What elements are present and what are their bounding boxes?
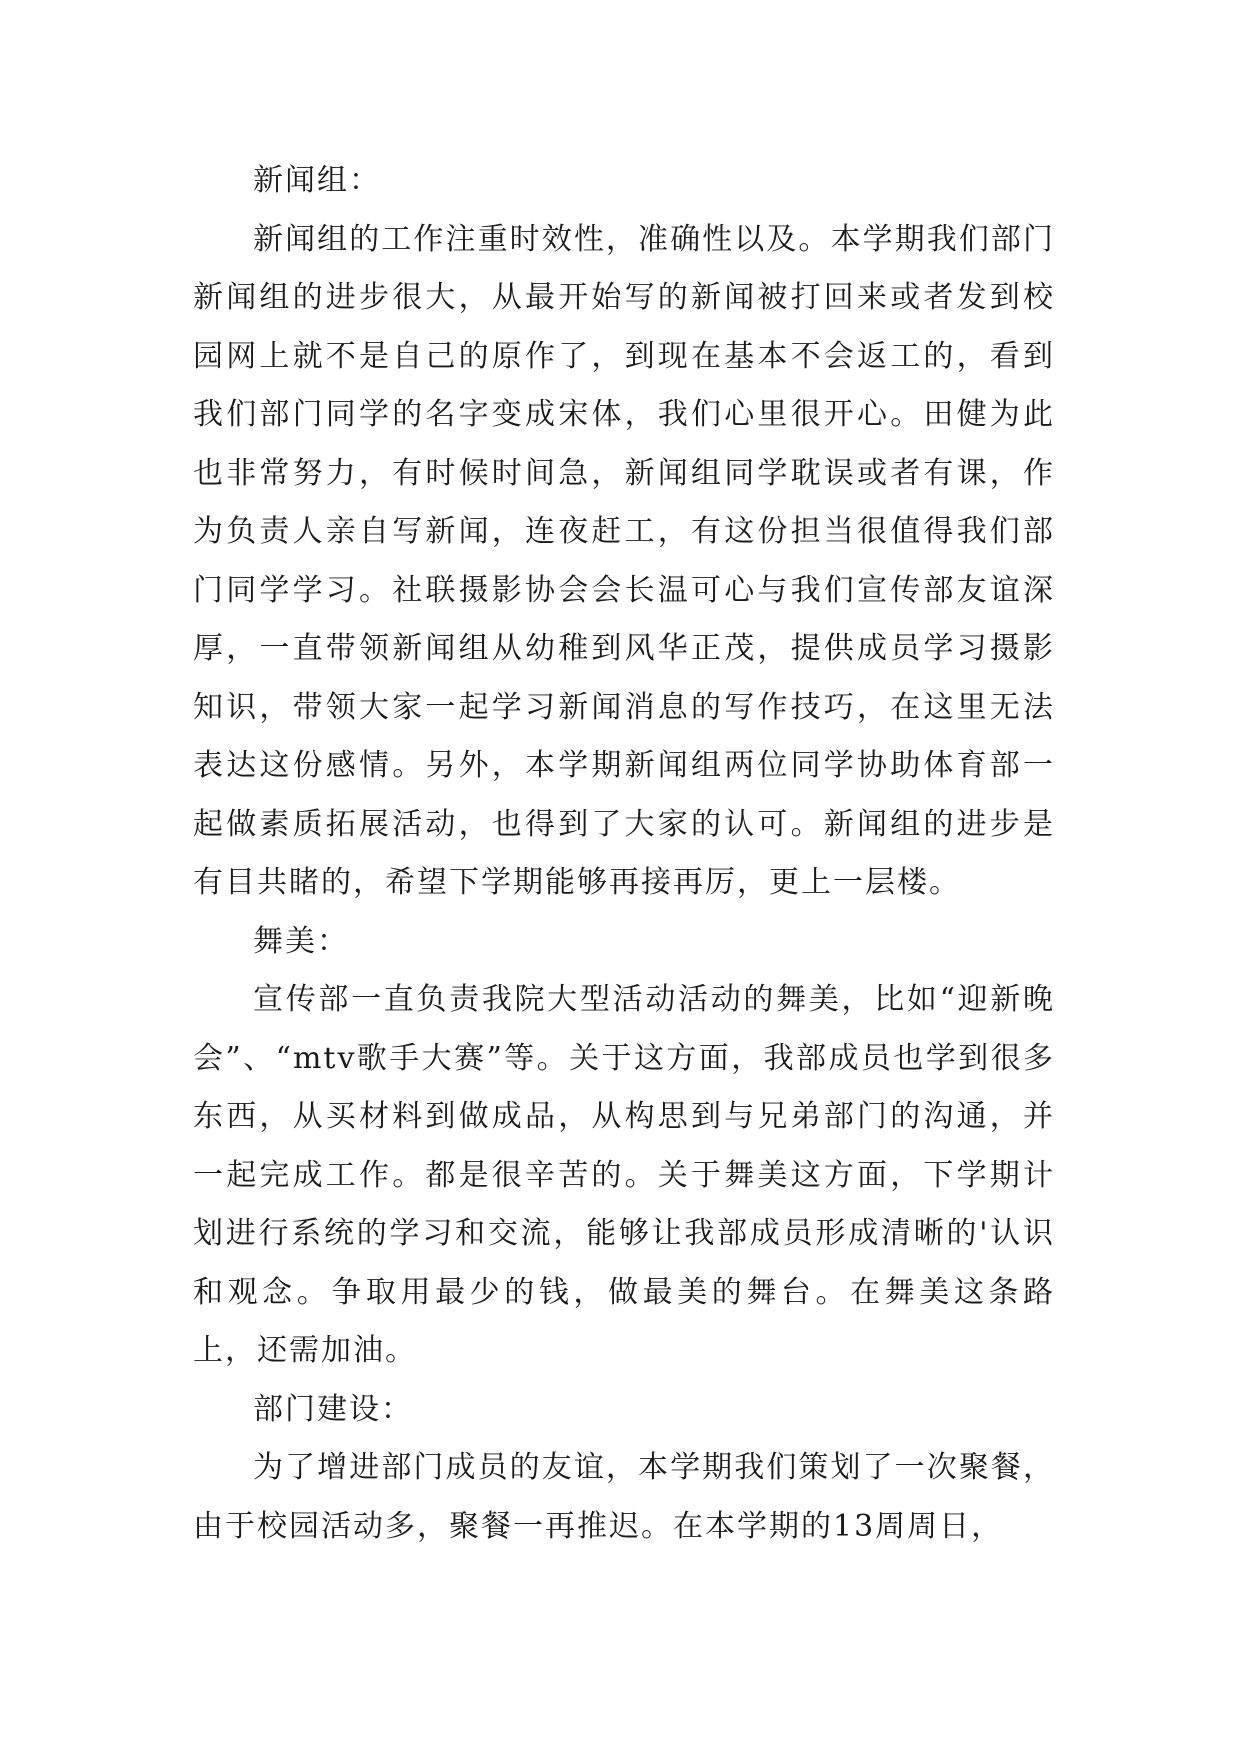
section-body-news-group: 新闻组的工作注重时效性，准确性以及。本学期我们部门新闻组的进步很大，从最开始写的新闻被打回来或者发到校园网上就不是自己的原作了，到现在基本不会返工的，看到我们部门同学的名字变成宋体，我们心里很开心。田健为此也非常努力，有时候时间急，新闻组同学耽误或者有课，作为负责人亲自写新闻，连夜赶工，有这份担当很值得我们部门同学学习。社联摄影协会会长温可心与我们宣传部友谊深厚，一直带领新闻组从幼稚到风华正茂，提供成员学习摄影知识，带领大家一起学习新闻消息的写作技巧，在这里无法表达这份感情。另外，本学期新闻组两位同学协助体育部一起做素质拓展活动，也得到了大家的认可。新闻组的进步是有目共睹的，希望下学期能够再接再厉，更上一层楼。 [193, 221, 1055, 900]
section-heading-department-building: 部门建设： [253, 1391, 413, 1427]
document-content [193, 152, 1055, 1556]
section-heading-news-group: 新闻组： [253, 163, 381, 198]
section-heading-stage-design: 舞美： [253, 923, 349, 959]
section-body-stage-design: 宣传部一直负责我院大型活动活动的舞美，比如“迎新晚会”、“mtv歌手大赛”等。关于这方面，我部成员也学到很多东西，从买材料到做成品，从构思到与兄弟部门的沟通，并一起完成工作。都是很辛苦的。关于舞美这方面，下学期计划进行系统的学习和交流，能够让我部成员形成清晰的'认识和观念。争取用最少的钱，做最美的舞台。在舞美这条路上，还需加油。 [193, 982, 1055, 1368]
section-body-department-building: 为了增进部门成员的友谊，本学期我们策划了一次聚餐，由于校园活动多，聚餐一再推迟。在本学期的13周周日， [193, 1450, 1055, 1544]
